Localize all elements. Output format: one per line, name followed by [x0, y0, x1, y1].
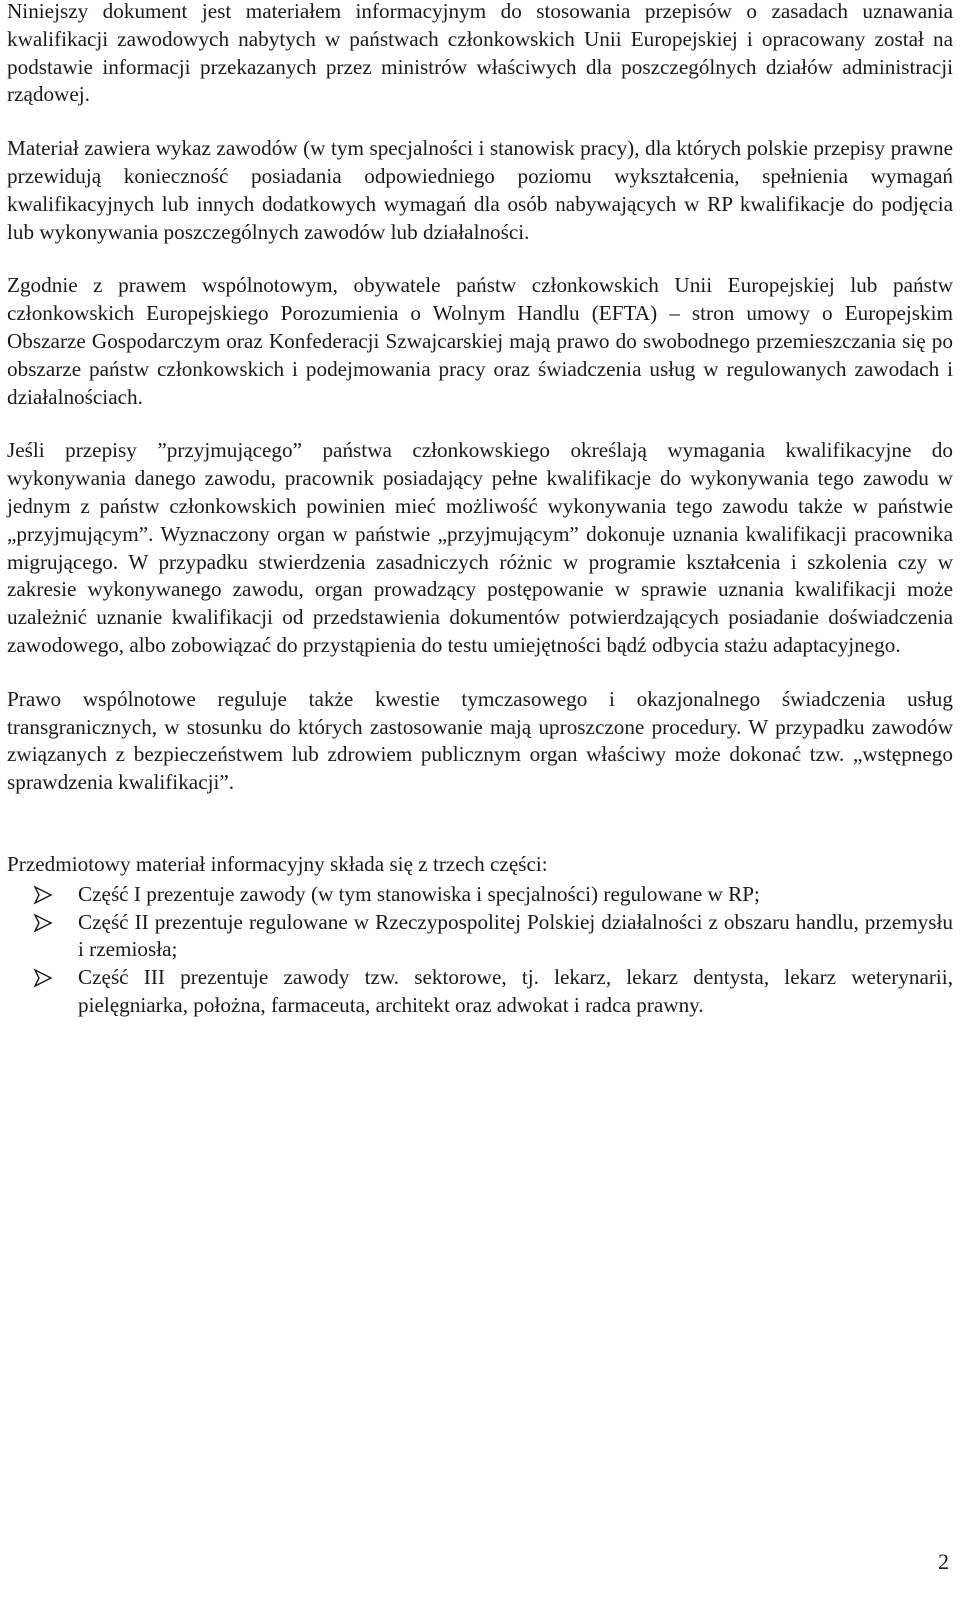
document-body: [7, 0, 953, 1020]
list-intro: Przedmiotowy materiał informacyjny składa się z trzech części:: [7, 851, 548, 876]
paragraph-scope: Materiał zawiera wykaz zawodów (w tym specjalności i stanowisk pracy), dla których polskie przepisy prawne przewidują konieczność posiadania odpowiedniego poziomu wykształcenia, spełnienia wymagań kwalifikacyjnych lub innych dodatkowych wymagań dla osób nabywających w RP kwalifikacje do podjęcia lub wykonywania poszczególnych zawodów lub działalności.: [7, 136, 953, 244]
list-item-text: Część II prezentuje regulowane w Rzeczypospolitej Polskiej działalności z obszaru handlu, przemysłu i rzemiosła;: [78, 909, 953, 962]
page-number: 2: [938, 1549, 949, 1574]
arrowhead-bullet-icon: [33, 885, 53, 905]
list-item: [7, 964, 953, 1020]
paragraph-eu-law: Zgodnie z prawem wspólnotowym, obywatele państw członkowskich Unii Europejskiej lub państw członkowskich Europejskiego Porozumienia o Wolnym Handlu (EFTA) – stron umowy o Europejskim Obszarze Gospodarczym oraz Konfederacji Szwajcarskiej mają prawo do swobodnego przemieszczania się po obszarze państw członkowskich i podejmowania pracy oraz świadczenia usług w regulowanych zawodach i działalnościach.: [7, 273, 953, 409]
arrowhead-bullet-icon: [33, 913, 53, 933]
paragraph-services: Prawo wspólnotowe reguluje także kwestie tymczasowego i okazjonalnego świadczenia usług transgranicznych, w stosunku do których zastosowanie mają uproszczone procedury. W przypadku zawodów związanych z bezpieczeństwem lub zdrowiem publicznym organ właściwy może dokonać tzw. „wstępnego sprawdzenia kwalifikacji”.: [7, 686, 953, 795]
list-item-text: Część I prezentuje zawody (w tym stanowiska i specjalności) regulowane w RP;: [78, 881, 760, 906]
arrowhead-bullet-icon: [33, 968, 53, 988]
paragraph-host-state: Jeśli przepisy ”przyjmującego” państwa członkowskiego określają wymagania kwalifikacyjne do wykonywania danego zawodu, pracownik posiadający pełne kwalifikacje do wykonywania tego zawodu w jednym z państw członkowskich powinien mieć możliwość wykonywania tego zawodu także w państwie „przyjmującym”. Wyznaczony organ w państwie „przyjmującym” dokonuje uznania kwalifikacji pracownika migrującego. W przypadku stwierdzenia zasadniczych różnic w programie kształcenia i szkolenia czy w zakresie wykonywanego zawodu, organ prowadzący postępowanie w sprawie uznania kwalifikacji może uzależnić uznanie kwalifikacji od przedstawienia dokumentów potwierdzających posiadanie doświadczenia zawodowego, albo zobowiązać do przystąpienia do testu umiejętności bądź odbycia stażu adaptacyjnego.: [7, 438, 953, 657]
list-item: [7, 881, 953, 909]
parts-list: [7, 881, 953, 1020]
list-item-text: Część III prezentuje zawody tzw. sektorowe, tj. lekarz, lekarz dentysta, lekarz weterynarii, pielęgniarka, położna, farmaceuta, architekt oraz adwokat i radca prawny.: [78, 965, 953, 1017]
list-item: [7, 909, 953, 965]
paragraph-intro: Niniejszy dokument jest materiałem informacyjnym do stosowania przepisów o zasadach uznawania kwalifikacji zawodowych nabytych w państwach członkowskich Unii Europejskiej i opracowany został na podstawie informacji przekazanych przez ministrów właściwych dla poszczególnych działów administracji rządowej.: [7, 0, 953, 107]
section-spacer: [7, 823, 953, 851]
